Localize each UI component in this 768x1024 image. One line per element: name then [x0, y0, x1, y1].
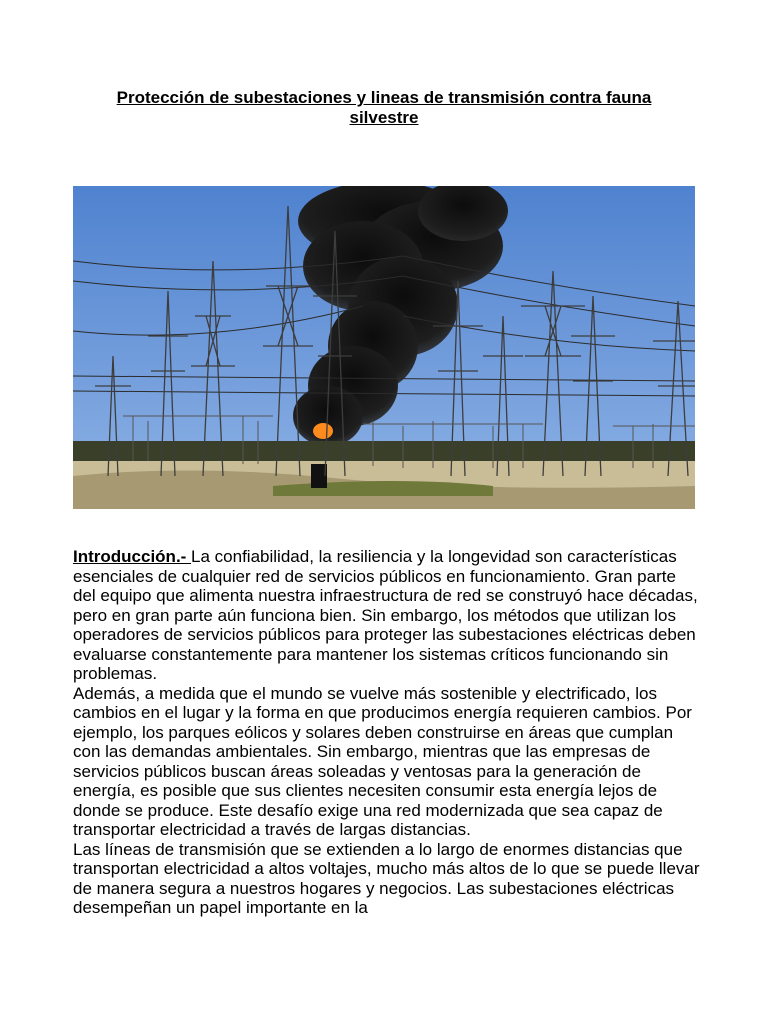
intro-paragraph-3: Las líneas de transmisión que se extienden a lo largo de enormes distancias que transportan electricidad a altos voltajes, mucho más altos de lo que se puede llevar de manera segura a nuestros hogares y negocios. Las subestaciones eléctricas desempeñan un papel importante en la — [73, 839, 700, 917]
intro-text-1: La confiabilidad, la resiliencia y la longevidad son características esenciales de cualquier red de servicios públicos en funcionamiento. Gran parte del equipo que alimenta nuestra infraestructura de red se construyó hace décadas, pero en gran parte aún funciona bien. Sin embargo, los métodos que utilizan los operadores de servicios públicos para proteger las subestaciones eléctricas deben evaluarse constantemente para mantener los sistemas críticos funcionando sin problemas. — [73, 547, 698, 683]
introduction-section — [73, 547, 701, 918]
fire — [313, 423, 333, 439]
intro-paragraph-2: Además, a medida que el mundo se vuelve más sostenible y electrificado, los cambios en el lugar y la forma en que producimos energía requieren cambios. Por ejemplo, los parques eólicos y solares deben construirse en áreas que cumplan con las demandas ambientales. Sin embargo, mientras que las empresas de servicios públicos buscan áreas soleadas y ventosas para la generación de energía, es posible que sus clientes necesiten consumir esta energía lejos de donde se produce. Este desafío exige una red modernizada que sea capaz de transportar electricidad a través de largas distancias. — [73, 683, 692, 839]
intro-paragraph-1 — [73, 547, 701, 684]
substation-fire-photo — [73, 186, 695, 509]
treeline — [73, 441, 695, 463]
transformer-box — [311, 464, 327, 488]
document-title: Protección de subestaciones y lineas de transmisión contra fauna silvestre — [116, 88, 652, 127]
intro-label: Introducción.- — [73, 547, 192, 566]
photo-illustration — [73, 186, 695, 509]
